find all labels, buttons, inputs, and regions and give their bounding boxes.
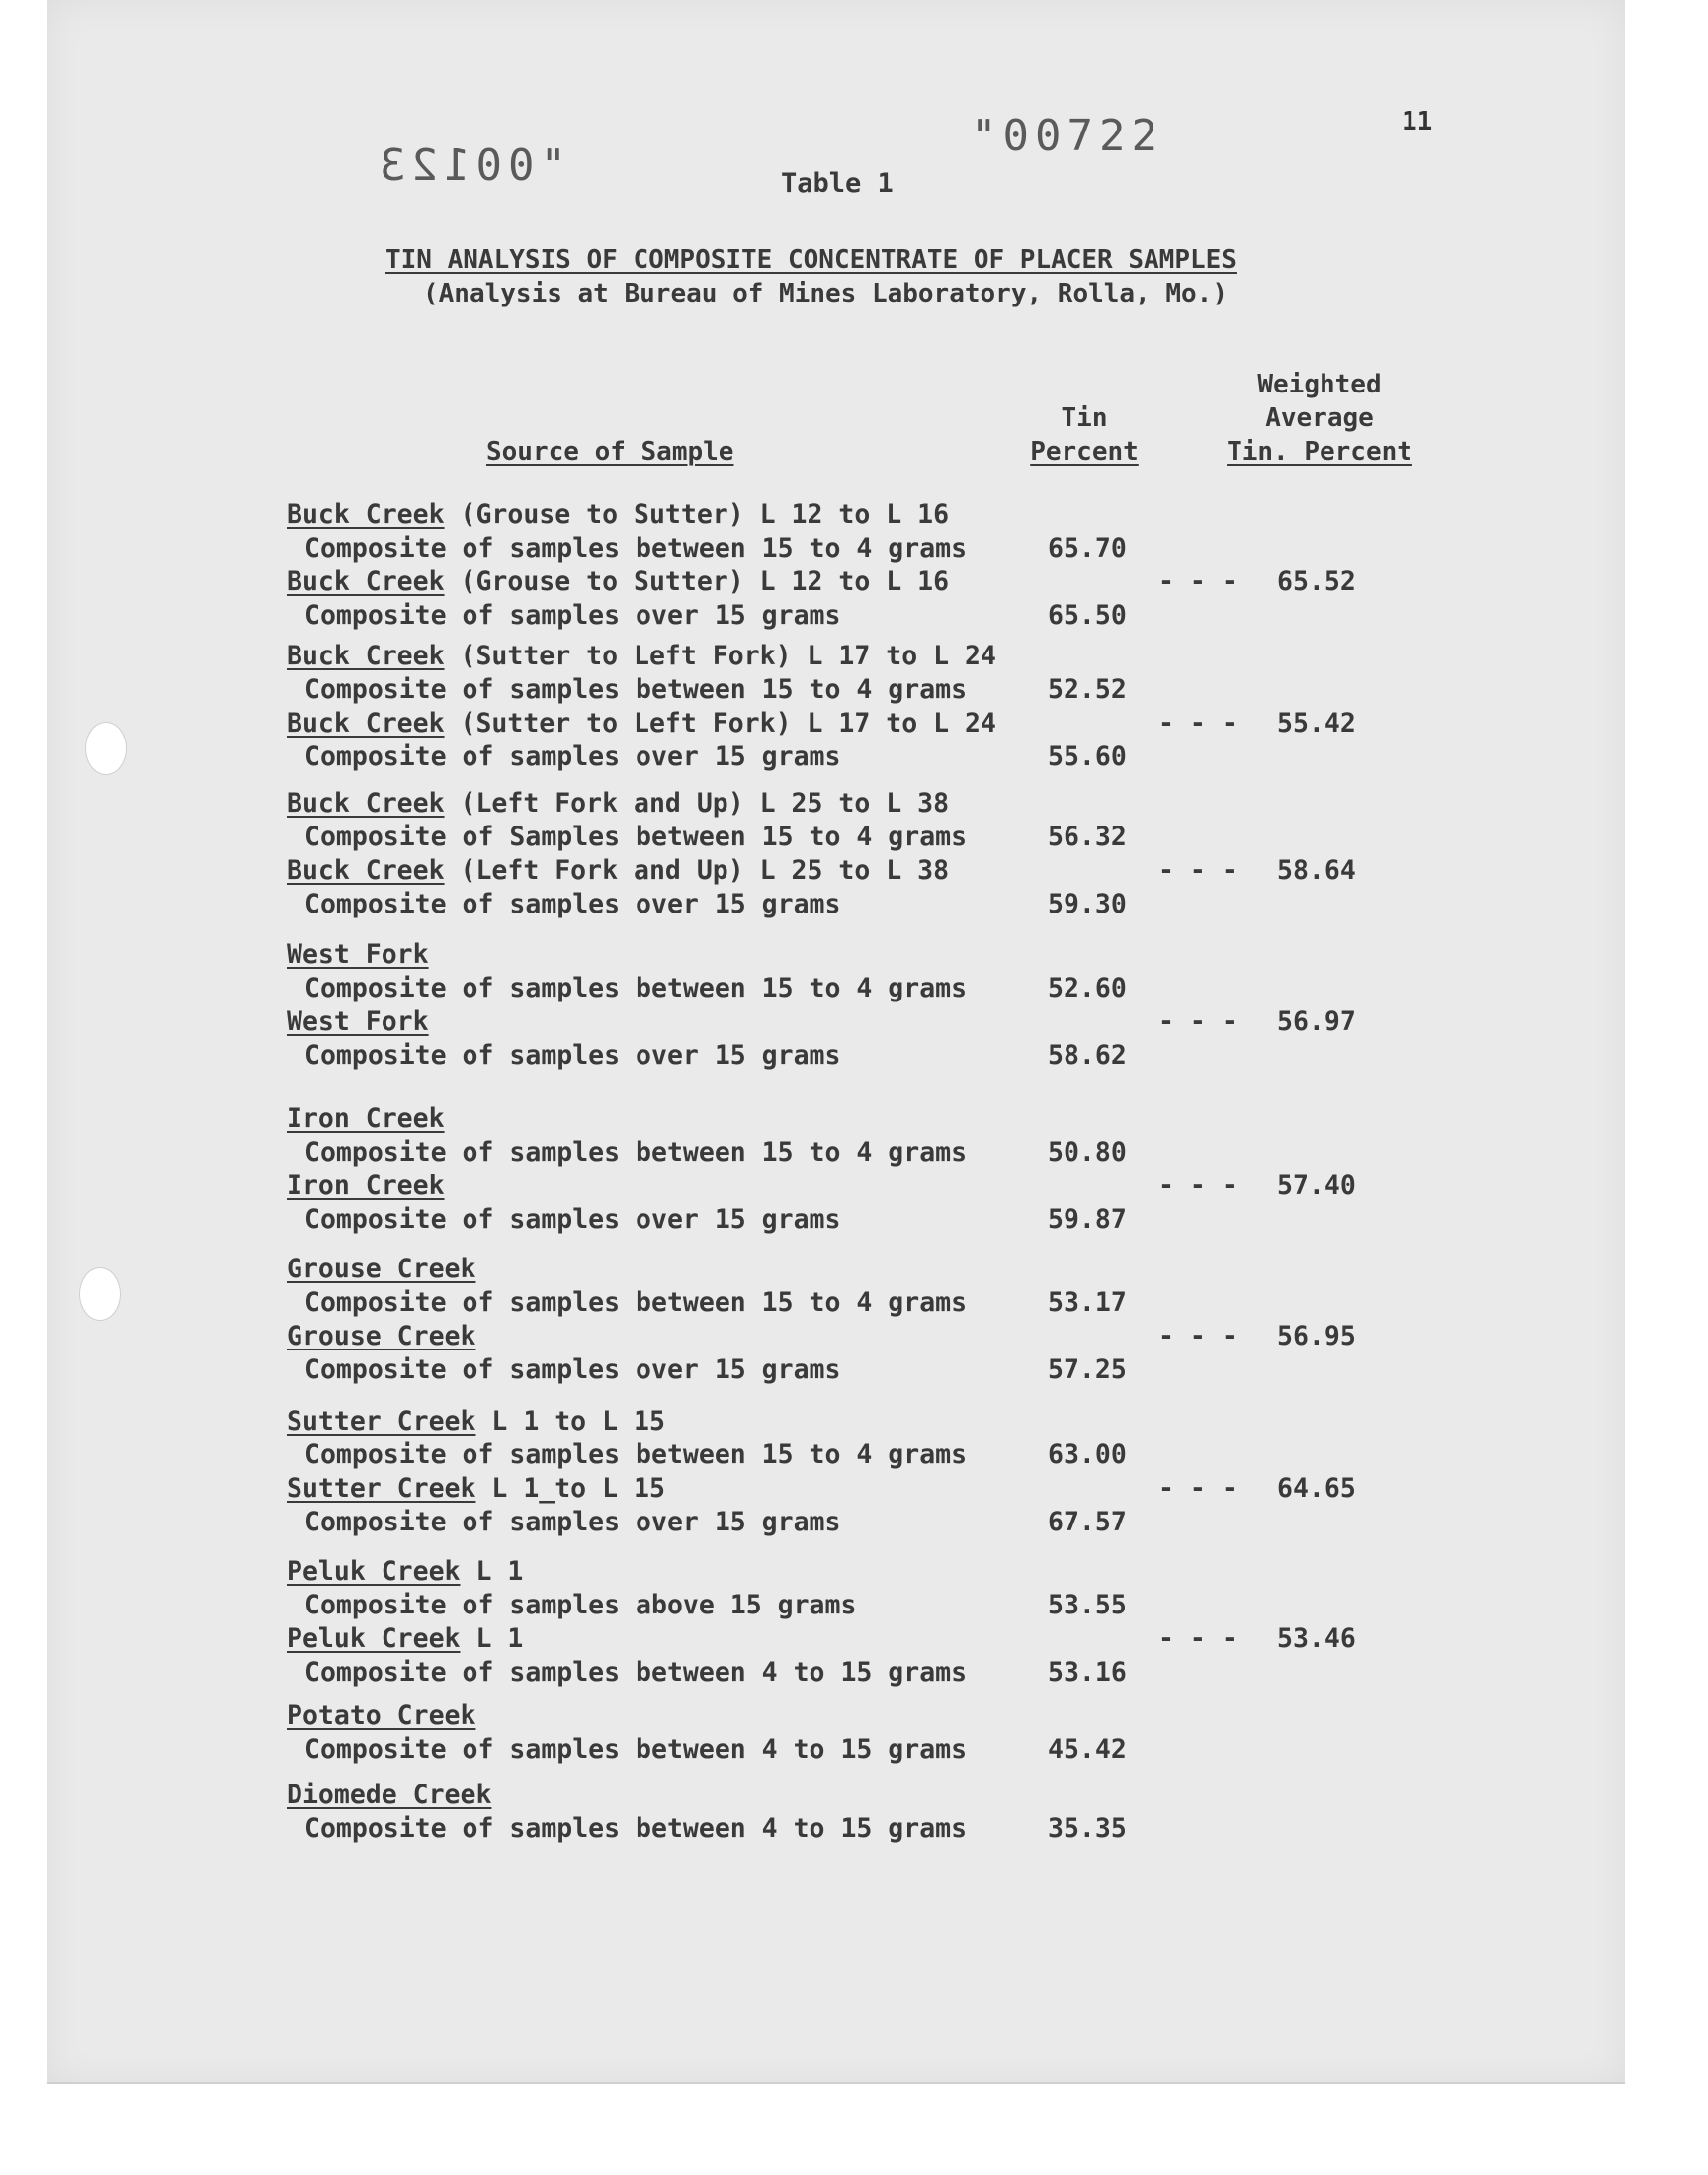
creek-name: Sutter Creek <box>287 1406 476 1436</box>
creek-name: Iron Creek <box>287 1103 445 1134</box>
sample-source-line <box>287 1406 665 1437</box>
weighted-average-value: 64.65 <box>1277 1473 1356 1504</box>
weighted-average-dash: - - - <box>1158 566 1238 597</box>
punch-hole <box>79 1267 121 1321</box>
tin-percent-value: 63.00 <box>1048 1439 1127 1470</box>
tin-percent-value: 67.57 <box>1048 1507 1127 1537</box>
tin-percent-value: 52.52 <box>1048 674 1127 705</box>
sample-qualifier: L 1 <box>460 1556 524 1587</box>
archive-stamp-mirrored: "00123 <box>374 140 566 191</box>
column-header-tin <box>1020 401 1149 469</box>
weighted-average-value: 55.42 <box>1277 708 1356 739</box>
sample-qualifier: L 1 <box>460 1623 524 1654</box>
sample-description: Composite of samples over 15 grams <box>304 1040 841 1071</box>
creek-name: Grouse Creek <box>287 1254 476 1284</box>
sample-description: Composite of samples between 15 to 4 grams <box>304 1137 968 1168</box>
tin-percent-value: 53.17 <box>1048 1287 1127 1318</box>
weighted-average-value: 57.40 <box>1277 1171 1356 1201</box>
weighted-average-value: 56.95 <box>1277 1321 1356 1351</box>
tin-percent-value: 57.25 <box>1048 1354 1127 1385</box>
tin-percent-value: 53.55 <box>1048 1590 1127 1620</box>
tin-percent-value: 65.70 <box>1048 533 1127 564</box>
column-header-source <box>486 435 733 469</box>
creek-name: Buck Creek <box>287 499 445 530</box>
weighted-average-dash: - - - <box>1158 855 1238 886</box>
creek-name: Buck Creek <box>287 641 445 671</box>
sample-description: Composite of samples between 4 to 15 grams <box>304 1813 968 1844</box>
column-header-tin-line1: Tin <box>1061 403 1108 433</box>
sample-qualifier: (Grouse to Sutter) L 12 to L 16 <box>444 566 950 597</box>
creek-name: Potato Creek <box>287 1700 476 1731</box>
column-header-weighted-average <box>1216 368 1423 469</box>
sample-qualifier: (Left Fork and Up) L 25 to L 38 <box>444 788 950 819</box>
creek-name: West Fork <box>287 939 429 970</box>
sample-description: Composite of samples between 4 to 15 grams <box>304 1734 968 1765</box>
creek-name: Buck Creek <box>287 788 445 819</box>
creek-name: Iron Creek <box>287 1171 445 1201</box>
column-header-avg-line3: Tin. Percent <box>1227 437 1412 467</box>
weighted-average-dash: - - - <box>1158 1006 1238 1037</box>
sample-source-line <box>287 1623 523 1655</box>
table-label: Table 1 <box>781 168 894 199</box>
column-header-avg-line2: Average <box>1265 403 1374 433</box>
sample-source-line <box>287 855 949 887</box>
sample-qualifier: (Grouse to Sutter) L 12 to L 16 <box>444 499 950 530</box>
table-title: TIN ANALYSIS OF COMPOSITE CONCENTRATE OF PLACER SAMPLES <box>385 245 1237 275</box>
sample-source-line <box>287 788 949 820</box>
tin-percent-value: 65.50 <box>1048 600 1127 631</box>
tin-percent-value: 59.87 <box>1048 1204 1127 1235</box>
sample-source-line <box>287 1700 475 1732</box>
creek-name: Peluk Creek <box>287 1556 461 1587</box>
punch-hole <box>85 722 127 775</box>
sample-description: Composite of samples above 15 grams <box>304 1590 857 1620</box>
sample-source-line <box>287 1171 445 1202</box>
weighted-average-value: 56.97 <box>1277 1006 1356 1037</box>
tin-percent-value: 55.60 <box>1048 741 1127 772</box>
paper-edge <box>47 2082 1625 2084</box>
sample-source-line <box>287 1473 665 1505</box>
creek-name: Diomede Creek <box>287 1780 492 1810</box>
creek-name: West Fork <box>287 1006 429 1037</box>
tin-percent-value: 59.30 <box>1048 889 1127 919</box>
tin-percent-value: 52.60 <box>1048 973 1127 1003</box>
weighted-average-dash: - - - <box>1158 1321 1238 1351</box>
sample-description: Composite of samples between 15 to 4 grams <box>304 533 968 564</box>
sample-description: Composite of samples over 15 grams <box>304 600 841 631</box>
creek-name: Grouse Creek <box>287 1321 476 1351</box>
creek-name: Buck Creek <box>287 708 445 739</box>
tin-percent-value: 53.16 <box>1048 1657 1127 1688</box>
sample-description: Composite of samples between 15 to 4 grams <box>304 1439 968 1470</box>
sample-source-line <box>287 939 429 971</box>
sample-description: Composite of samples between 15 to 4 grams <box>304 1287 968 1318</box>
creek-name: Sutter Creek <box>287 1473 476 1504</box>
sample-qualifier: (Sutter to Left Fork) L 17 to L 24 <box>444 641 996 671</box>
creek-name: Buck Creek <box>287 855 445 886</box>
weighted-average-dash: - - - <box>1158 1171 1238 1201</box>
sample-qualifier: L 1 to L 15 <box>475 1406 665 1436</box>
creek-name: Peluk Creek <box>287 1623 461 1654</box>
tin-percent-value: 50.80 <box>1048 1137 1127 1168</box>
sample-source-line <box>287 1103 445 1135</box>
weighted-average-value: 65.52 <box>1277 566 1356 597</box>
tin-percent-value: 45.42 <box>1048 1734 1127 1765</box>
sample-description: Composite of Samples between 15 to 4 grams <box>304 822 968 852</box>
column-header-tin-line2: Percent <box>1030 437 1139 467</box>
sample-qualifier: (Sutter to Left Fork) L 17 to L 24 <box>444 708 996 739</box>
sample-description: Composite of samples between 4 to 15 grams <box>304 1657 968 1688</box>
column-header-avg-line1: Weighted <box>1257 370 1382 399</box>
sample-source-line <box>287 1321 475 1352</box>
weighted-average-dash: - - - <box>1158 1623 1238 1654</box>
weighted-average-dash: - - - <box>1158 708 1238 739</box>
weighted-average-value: 53.46 <box>1277 1623 1356 1654</box>
sample-source-line <box>287 708 996 740</box>
sample-source-line <box>287 499 949 531</box>
sample-description: Composite of samples over 15 grams <box>304 1354 841 1385</box>
sample-source-line <box>287 641 996 672</box>
weighted-average-dash: - - - <box>1158 1473 1238 1504</box>
sample-source-line <box>287 1254 475 1285</box>
sample-qualifier: L 1_to L 15 <box>475 1473 665 1504</box>
sample-source-line <box>287 1006 429 1038</box>
sample-description: Composite of samples between 15 to 4 grams <box>304 674 968 705</box>
table-subtitle: (Analysis at Bureau of Mines Laboratory, Rolla, Mo.) <box>423 279 1228 308</box>
sample-description: Composite of samples over 15 grams <box>304 741 841 772</box>
sample-qualifier: (Left Fork and Up) L 25 to L 38 <box>444 855 950 886</box>
sample-description: Composite of samples over 15 grams <box>304 1204 841 1235</box>
weighted-average-value: 58.64 <box>1277 855 1356 886</box>
page-number: 11 <box>1402 107 1433 136</box>
sample-source-line <box>287 1780 491 1811</box>
tin-percent-value: 56.32 <box>1048 822 1127 852</box>
sample-description: Composite of samples over 15 grams <box>304 889 841 919</box>
tin-percent-value: 58.62 <box>1048 1040 1127 1071</box>
column-header-source-text: Source of Sample <box>486 437 734 467</box>
sample-source-line <box>287 1556 523 1588</box>
creek-name: Buck Creek <box>287 566 445 597</box>
archive-stamp: "00722 <box>971 111 1163 161</box>
sample-source-line <box>287 566 949 598</box>
sample-description: Composite of samples between 15 to 4 grams <box>304 973 968 1003</box>
tin-percent-value: 35.35 <box>1048 1813 1127 1844</box>
sample-description: Composite of samples over 15 grams <box>304 1507 841 1537</box>
